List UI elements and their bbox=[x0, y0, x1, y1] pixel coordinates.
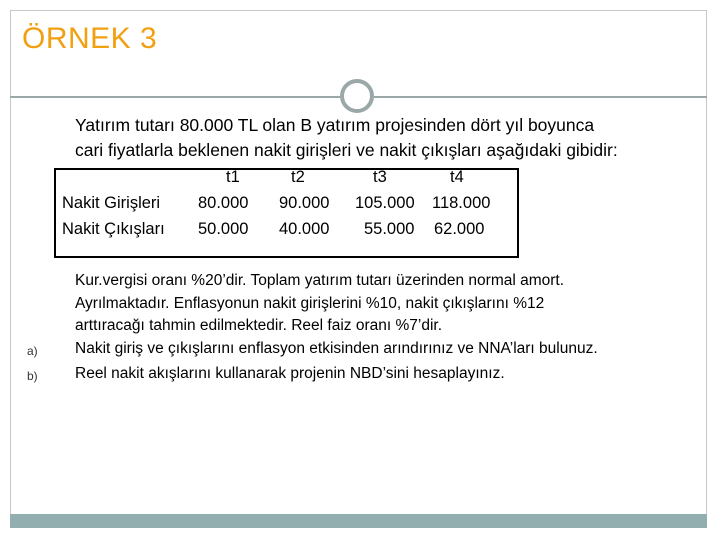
table-header-t2: t2 bbox=[291, 168, 305, 186]
cell-girisler-t2: 90.000 bbox=[279, 194, 330, 212]
question-a-text: Nakit giriş ve çıkışlarını enflasyon etkisinden arındırınız ve NNA’ları bulunuz. bbox=[75, 340, 598, 357]
table-header-t1: t1 bbox=[226, 168, 240, 186]
table-header-t4: t4 bbox=[450, 168, 464, 186]
table-header-t3: t3 bbox=[373, 168, 387, 186]
cell-girisler-t3: 105.000 bbox=[355, 194, 415, 212]
cell-cikislar-t2: 40.000 bbox=[279, 220, 330, 238]
intro-text bbox=[75, 113, 705, 163]
cell-girisler-t1: 80.000 bbox=[198, 194, 249, 212]
body-line-3: arttıracağı tahmin edilmektedir. Reel faiz oranı %7’dir. bbox=[75, 317, 443, 334]
body-line-1: Kur.vergisi oranı %20’dir. Toplam yatırım tutarı üzerinden normal amort. bbox=[75, 272, 565, 289]
row-label-nakit-girisleri: Nakit Girişleri bbox=[62, 194, 161, 212]
slide-title: ÖRNEK 3 bbox=[22, 22, 158, 55]
question-a-marker: a) bbox=[27, 344, 38, 358]
row-label-nakit-cikislari: Nakit Çıkışları bbox=[62, 220, 165, 238]
question-b-text: Reel nakit akışlarını kullanarak projenin NBD’sini hesaplayınız. bbox=[75, 365, 505, 382]
cell-cikislar-t3: 55.000 bbox=[364, 220, 415, 238]
problem-description bbox=[75, 270, 705, 338]
question-b-marker: b) bbox=[27, 369, 38, 383]
intro-line-2: cari fiyatlarla beklenen nakit girişleri ve nakit çıkışları aşağıdaki gibidir: bbox=[75, 140, 618, 160]
circle-ornament bbox=[340, 79, 374, 113]
footer-bar bbox=[10, 514, 707, 528]
intro-line-1: Yatırım tutarı 80.000 TL olan B yatırım projesinden dört yıl boyunca bbox=[75, 115, 595, 135]
cell-cikislar-t4: 62.000 bbox=[434, 220, 485, 238]
cell-cikislar-t1: 50.000 bbox=[198, 220, 249, 238]
body-line-2: Ayrılmaktadır. Enflasyonun nakit girişlerini %10, nakit çıkışlarını %12 bbox=[75, 294, 545, 312]
cell-girisler-t4: 118.000 bbox=[432, 194, 491, 212]
